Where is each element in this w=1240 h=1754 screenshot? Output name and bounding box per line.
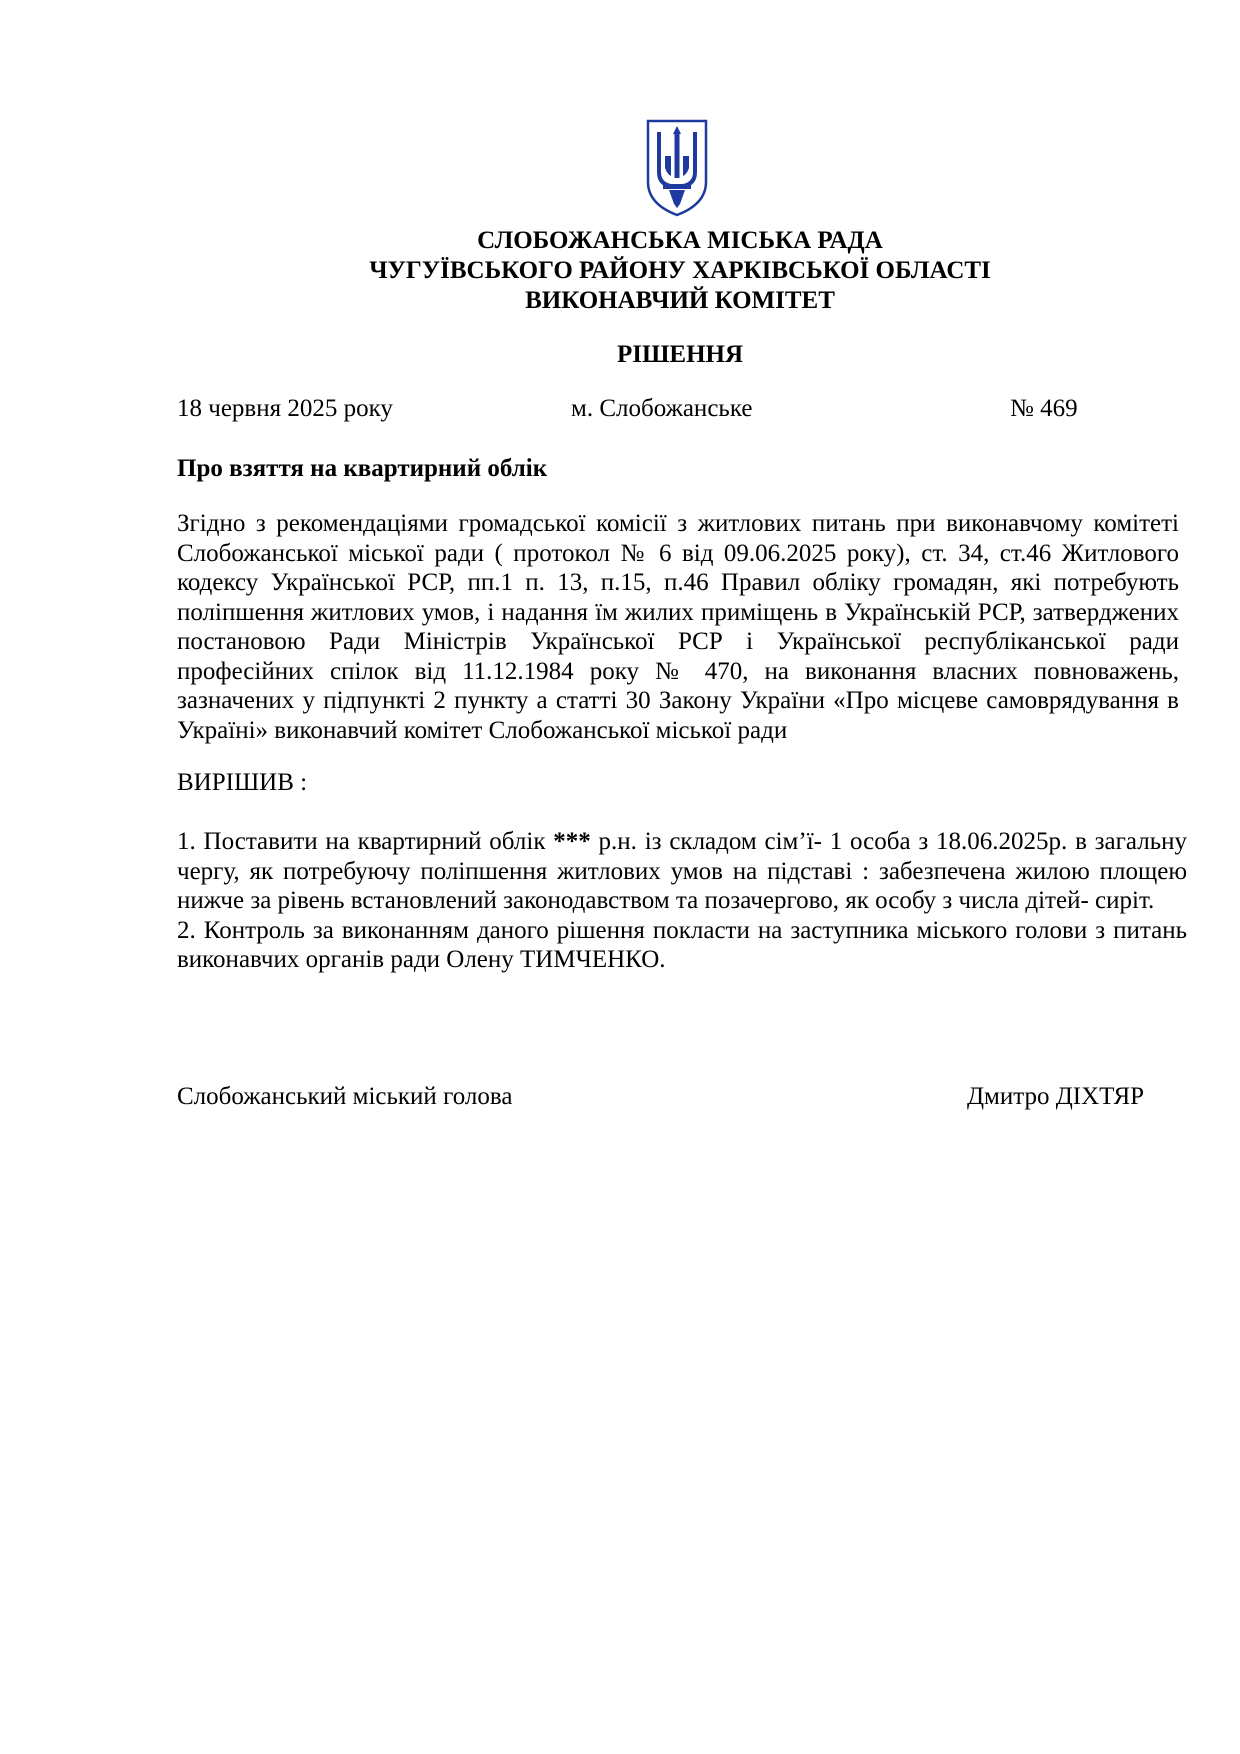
masked-name: *** (553, 828, 591, 855)
header-line-committee: ВИКОНАВЧИЙ КОМІТЕТ (525, 287, 835, 314)
decision-items (177, 827, 1187, 975)
decision-item-1-text: 1. Поставити на квартирний облік (177, 828, 554, 855)
document-subject: Про взяття на квартирний облік (177, 455, 548, 482)
decision-item-2: 2. Контроль за виконанням даного рішення покласти на заступника міського голови з питань виконавчих органів ради Олену ТИМЧЕНКО. (177, 916, 1187, 973)
signature-position: Слобожанський міський голова (177, 1083, 513, 1110)
preamble-paragraph: Згідно з рекомендаціями громадської комісії з житлових питань при виконавчому комітеті Слобожанської міської ради ( протокол № 6 від 09.06.2025 року), ст. 34, ст.46 Житлового кодексу Української РСР, пп.1 п. 13, п.15, п.46 Правил обліку громадян, які потребують поліпшення житлових умов, і надання їм жилих приміщень в Українській РСР, затверджених постановою Ради Міністрів Української РСР і Української республіканської ради професійних спілок від 11.12.1984 року № 470, на виконання власних повноважень, зазначених у підпункті 2 пункту а статті 30 Закону України «Про місцеве самоврядування в Україні» виконавчий комітет Слобожанської міської ради (177, 510, 1179, 744)
ukraine-coat-of-arms-icon (645, 118, 709, 218)
council-header (0, 226, 1240, 316)
document-number: № 469 (1010, 395, 1078, 422)
decision-item-1-text-rest: р.н. із складом сім’ї- 1 особа з 18.06.2025р. в загальну чергу, як потребуючу поліпшення житлових умов на підставі : забезпечена жилою площею нижче за рівень встановлений законодавством та позачергово, як особу з числа дітей- сиріт. (177, 828, 1187, 914)
document-place: м. Слобожанське (571, 395, 753, 422)
signature-name: Дмитро ДІХТЯР (967, 1083, 1145, 1110)
document-title: РІШЕННЯ (616, 341, 744, 368)
header-line-council: СЛОБОЖАНСЬКА МІСЬКА РАДА (477, 227, 883, 254)
document-date: 18 червня 2025 року (177, 395, 393, 422)
decision-item-1 (177, 827, 1187, 916)
resolved-heading: ВИРІШИВ : (177, 769, 308, 796)
header-line-district: ЧУГУЇВСЬКОГО РАЙОНУ ХАРКІВСЬКОЇ ОБЛАСТІ (369, 257, 991, 284)
